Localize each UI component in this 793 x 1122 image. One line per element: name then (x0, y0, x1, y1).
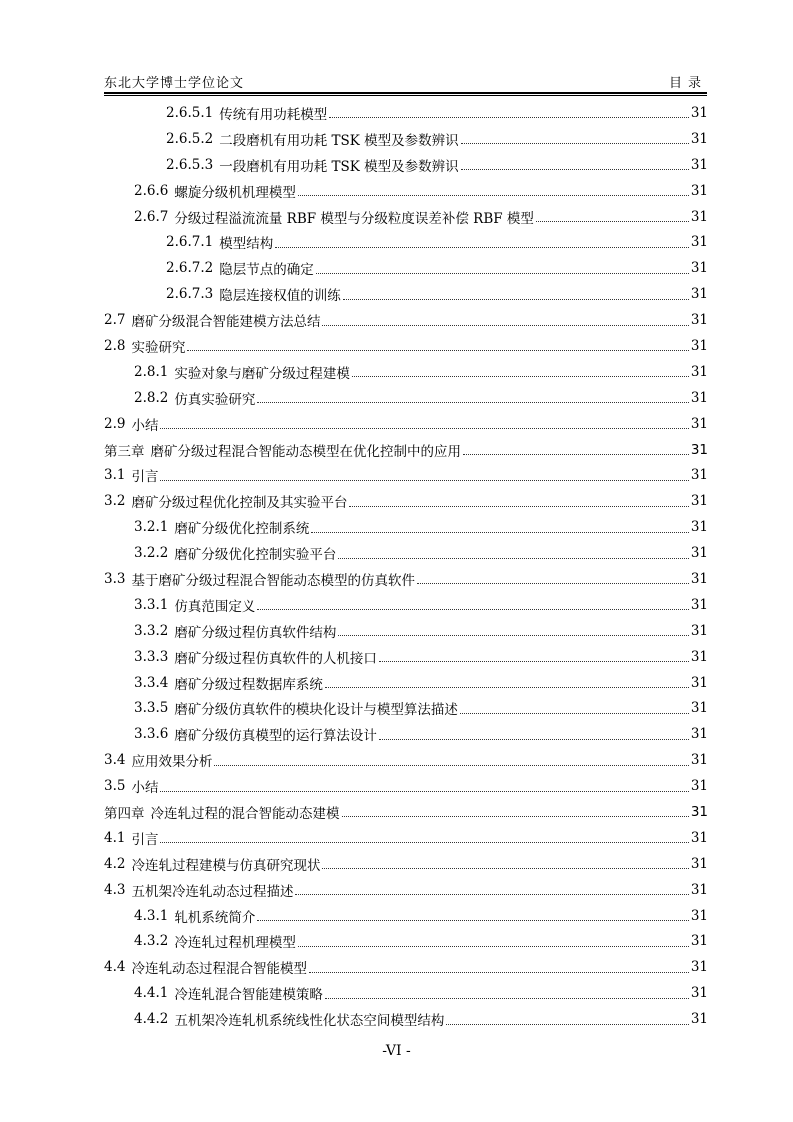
toc-entry-title: 二段磨机有用功耗 TSK 模型及参数辨识 (219, 132, 459, 149)
toc-entry[interactable] (104, 333, 708, 359)
toc-entry-page: 31 (690, 622, 708, 639)
thesis-title: 东北大学博士学位论文 (104, 76, 245, 91)
toc-entry-number: 4.4.1 (134, 985, 169, 1002)
toc-entry-page: 31 (690, 389, 708, 406)
toc-entry-page: 31 (690, 234, 708, 251)
toc-entry-page: 31 (690, 596, 708, 613)
toc-entry-title: 实验研究 (131, 339, 186, 356)
toc-entry-title: 冷连轧过程的混合智能动态建模 (150, 805, 340, 822)
toc-entry-number: 4.4.2 (134, 1011, 169, 1028)
table-of-contents (104, 100, 708, 1032)
toc-leader-dots (257, 402, 688, 403)
toc-entry-number: 3.3.3 (134, 648, 169, 665)
toc-leader-dots (295, 894, 688, 895)
toc-entry-number: 2.6.7.1 (166, 234, 214, 251)
toc-leader-dots (463, 454, 689, 455)
toc-entry[interactable] (104, 385, 708, 411)
toc-leader-dots (325, 687, 689, 688)
toc-leader-dots (417, 583, 689, 584)
toc-entry-number: 第三章 (104, 443, 145, 460)
toc-entry[interactable] (104, 462, 708, 488)
toc-entry-title: 磨矿分级过程仿真软件结构 (174, 624, 337, 641)
toc-entry-page: 31 (690, 933, 708, 950)
toc-entry[interactable] (104, 281, 708, 307)
toc-leader-dots (342, 816, 689, 817)
toc-entry[interactable] (104, 747, 708, 773)
toc-entry-page: 31 (690, 208, 708, 225)
toc-entry-title: 螺旋分级机机理模型 (174, 184, 296, 201)
toc-entry-title: 磨矿分级过程仿真软件的人机接口 (174, 650, 377, 667)
toc-entry-title: 磨矿分级优化控制系统 (174, 521, 310, 538)
toc-entry-page: 31 (690, 519, 708, 536)
toc-entry-title: 五机架冷连轧动态过程描述 (131, 883, 294, 900)
toc-entry[interactable] (104, 100, 708, 126)
toc-leader-dots (349, 506, 688, 507)
toc-leader-dots (160, 842, 688, 843)
toc-entry-title: 仿真范围定义 (174, 598, 256, 615)
toc-entry-number: 2.8 (104, 337, 126, 354)
toc-entry-number: 3.2.1 (134, 519, 169, 536)
toc-entry-title: 磨矿分级过程优化控制及其实验平台 (131, 495, 348, 512)
toc-entry-page: 31 (690, 286, 708, 303)
toc-entry-title: 磨矿分级仿真模型的运行算法设计 (174, 728, 377, 745)
toc-entry-number: 2.6.7 (134, 208, 169, 225)
toc-entry-number: 3.3.5 (134, 700, 169, 717)
toc-entry-page: 31 (690, 182, 708, 199)
toc-entry[interactable] (104, 721, 708, 747)
toc-entry[interactable] (104, 592, 708, 618)
toc-entry-title: 冷连轧过程建模与仿真研究现状 (131, 857, 321, 874)
toc-leader-dots (446, 1024, 688, 1025)
toc-leader-dots (352, 376, 689, 377)
toc-entry[interactable] (104, 255, 708, 281)
toc-leader-dots (379, 739, 689, 740)
toc-entry-page: 31 (690, 363, 708, 380)
toc-entry-title: 冷连轧动态过程混合智能模型 (131, 961, 307, 978)
toc-entry-page: 31 (690, 907, 708, 924)
toc-leader-dots (379, 661, 689, 662)
toc-entry-number: 2.6.5.1 (166, 104, 214, 121)
toc-entry-number: 3.2.2 (134, 545, 169, 562)
toc-entry-title: 隐层连接权值的训练 (219, 288, 341, 305)
toc-entry-page: 31 (690, 156, 708, 173)
toc-entry-number: 4.3 (104, 881, 126, 898)
toc-entry-page: 31 (690, 415, 708, 432)
toc-entry-page: 31 (690, 441, 708, 458)
toc-leader-dots (338, 635, 688, 636)
toc-entry[interactable] (104, 229, 708, 255)
toc-entry-page: 31 (690, 104, 708, 121)
toc-entry[interactable] (104, 954, 708, 980)
toc-entry[interactable] (104, 566, 708, 592)
toc-entry-title: 应用效果分析 (131, 754, 213, 771)
toc-entry-title: 隐层节点的确定 (219, 262, 314, 279)
toc-entry-page: 31 (690, 648, 708, 665)
toc-entry-title: 磨矿分级过程数据库系统 (174, 676, 323, 693)
header-rule-thin (104, 95, 707, 96)
toc-entry-page: 31 (690, 752, 708, 769)
toc-entry-page: 31 (690, 570, 708, 587)
toc-entry-number: 2.6.7.2 (166, 260, 214, 277)
toc-entry[interactable] (104, 307, 708, 333)
toc-entry-title: 一段磨机有用功耗 TSK 模型及参数辨识 (219, 158, 459, 175)
toc-leader-dots (460, 713, 689, 714)
header-rule (104, 92, 707, 94)
toc-entry-page: 31 (690, 1011, 708, 1028)
toc-leader-dots (275, 247, 689, 248)
toc-leader-dots (322, 868, 688, 869)
toc-entry[interactable] (104, 695, 708, 721)
toc-leader-dots (298, 946, 689, 947)
toc-entry-title: 传统有用功耗模型 (219, 106, 328, 123)
toc-entry[interactable] (104, 980, 708, 1006)
toc-entry-number: 3.1 (104, 467, 126, 484)
toc-entry-page: 31 (690, 493, 708, 510)
toc-leader-dots (257, 920, 688, 921)
toc-leader-dots (329, 117, 689, 118)
page-header (104, 72, 707, 92)
toc-entry-title: 轧机系统简介 (174, 909, 256, 926)
toc-entry-title: 基于磨矿分级过程混合智能动态模型的仿真软件 (131, 572, 415, 589)
toc-leader-dots (316, 273, 689, 274)
toc-entry-number: 2.9 (104, 415, 126, 432)
toc-leader-dots (257, 609, 688, 610)
toc-entry-title: 小结 (131, 417, 159, 434)
toc-entry[interactable] (104, 670, 708, 696)
toc-leader-dots (461, 169, 689, 170)
toc-entry[interactable] (104, 359, 708, 385)
toc-leader-dots (338, 558, 688, 559)
toc-entry-page: 31 (690, 855, 708, 872)
toc-entry-number: 4.4 (104, 959, 126, 976)
toc-entry-number: 3.3.1 (134, 596, 169, 613)
toc-entry[interactable] (104, 411, 708, 437)
page-number: -VI - (382, 1043, 411, 1059)
toc-entry-title: 分级过程溢流流量 RBF 模型与分级粒度误差补偿 RBF 模型 (174, 210, 534, 227)
toc-entry-number: 4.3.1 (134, 907, 169, 924)
toc-entry[interactable] (104, 851, 708, 877)
toc-entry[interactable] (104, 514, 708, 540)
toc-entry-title: 小结 (131, 780, 159, 797)
toc-leader-dots (325, 998, 689, 999)
toc-entry-title: 仿真实验研究 (174, 391, 256, 408)
toc-leader-dots (322, 325, 688, 326)
toc-entry-title: 磨矿分级仿真软件的模块化设计与模型算法描述 (174, 702, 458, 719)
toc-entry[interactable] (104, 618, 708, 644)
toc-entry[interactable] (104, 152, 708, 178)
toc-entry-number: 第四章 (104, 805, 145, 822)
toc-entry-page: 31 (690, 337, 708, 354)
toc-leader-dots (160, 791, 688, 792)
toc-entry[interactable] (104, 178, 708, 204)
toc-entry-page: 31 (690, 674, 708, 691)
toc-entry-number: 2.6.7.3 (166, 286, 214, 303)
toc-entry-title: 冷连轧过程机理模型 (174, 935, 296, 952)
toc-entry-number: 3.5 (104, 778, 126, 795)
toc-entry-number: 3.2 (104, 493, 126, 510)
toc-entry-page: 31 (690, 959, 708, 976)
toc-entry-page: 31 (690, 130, 708, 147)
toc-entry-page: 31 (690, 778, 708, 795)
toc-entry-title: 模型结构 (219, 236, 274, 253)
toc-entry-number: 4.3.2 (134, 933, 169, 950)
toc-entry-number: 3.3.6 (134, 726, 169, 743)
toc-chapter-entry[interactable] (104, 437, 708, 463)
toc-leader-dots (461, 143, 689, 144)
toc-entry-number: 3.4 (104, 752, 126, 769)
toc-entry-number: 2.8.1 (134, 363, 169, 380)
toc-entry-page: 31 (690, 726, 708, 743)
toc-entry-page: 31 (690, 545, 708, 562)
toc-leader-dots (298, 195, 689, 196)
toc-entry[interactable] (104, 1006, 708, 1032)
toc-leader-dots (311, 532, 688, 533)
toc-entry-title: 磨矿分级优化控制实验平台 (174, 547, 337, 564)
toc-entry-number: 3.3.2 (134, 622, 169, 639)
toc-entry[interactable] (104, 877, 708, 903)
toc-entry-page: 31 (690, 803, 708, 820)
toc-entry-number: 2.8.2 (134, 389, 169, 406)
toc-leader-dots (343, 299, 689, 300)
toc-entry-number: 2.7 (104, 312, 126, 329)
toc-entry-title: 冷连轧混合智能建模策略 (174, 987, 323, 1004)
toc-entry[interactable] (104, 825, 708, 851)
toc-entry-page: 31 (690, 467, 708, 484)
toc-entry-page: 31 (690, 260, 708, 277)
toc-entry-title: 磨矿分级过程混合智能动态模型在优化控制中的应用 (150, 443, 461, 460)
toc-entry[interactable] (104, 929, 708, 955)
toc-leader-dots (309, 972, 689, 973)
toc-entry-number: 4.1 (104, 829, 126, 846)
toc-entry-title: 引言 (131, 831, 159, 848)
toc-entry-number: 2.6.5.3 (166, 156, 214, 173)
toc-entry-title: 磨矿分级混合智能建模方法总结 (131, 314, 321, 331)
toc-entry[interactable] (104, 773, 708, 799)
toc-entry-title: 实验对象与磨矿分级过程建模 (174, 365, 350, 382)
toc-entry-number: 3.3 (104, 570, 126, 587)
toc-entry-number: 3.3.4 (134, 674, 169, 691)
toc-entry-page: 31 (690, 700, 708, 717)
toc-entry-number: 4.2 (104, 855, 126, 872)
toc-leader-dots (536, 221, 689, 222)
toc-chapter-entry[interactable] (104, 799, 708, 825)
toc-entry-page: 31 (690, 312, 708, 329)
toc-leader-dots (160, 480, 688, 481)
toc-leader-dots (214, 765, 688, 766)
toc-entry-number: 2.6.6 (134, 182, 169, 199)
toc-entry-title: 引言 (131, 469, 159, 486)
toc-entry[interactable] (104, 903, 708, 929)
toc-entry-page: 31 (690, 881, 708, 898)
toc-entry[interactable] (104, 540, 708, 566)
toc-entry-title: 五机架冷连轧机系统线性化状态空间模型结构 (174, 1013, 445, 1030)
toc-entry-page: 31 (690, 829, 708, 846)
toc-leader-dots (187, 350, 688, 351)
toc-entry-page: 31 (690, 985, 708, 1002)
toc-entry[interactable] (104, 644, 708, 670)
toc-entry[interactable] (104, 126, 708, 152)
toc-leader-dots (160, 428, 688, 429)
section-name: 目录 (668, 76, 707, 91)
toc-entry-number: 2.6.5.2 (166, 130, 214, 147)
toc-entry[interactable] (104, 204, 708, 230)
toc-entry[interactable] (104, 488, 708, 514)
